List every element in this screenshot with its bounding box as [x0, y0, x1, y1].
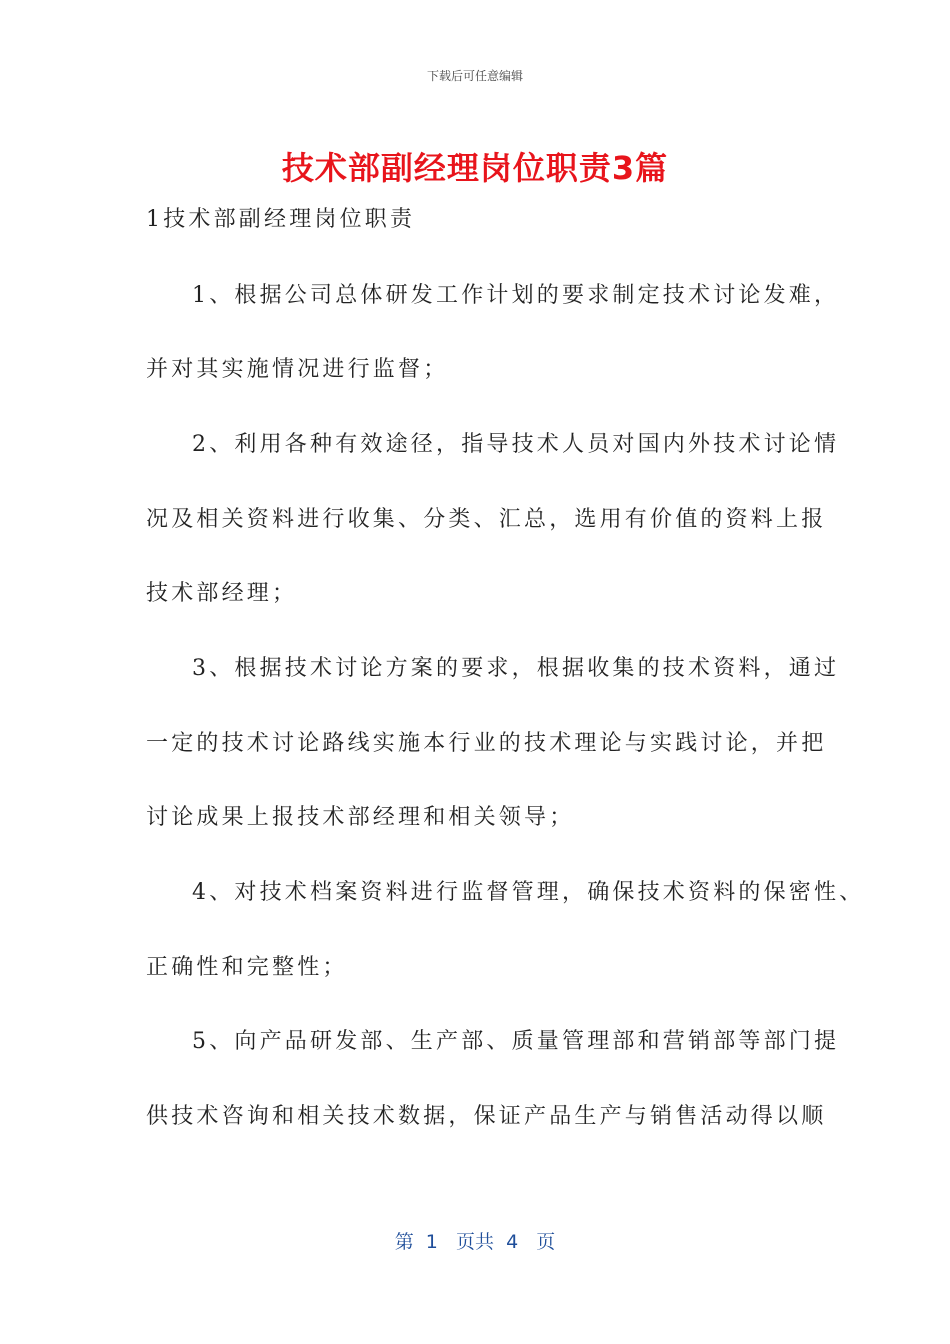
paragraph-line: 技术部经理；	[146, 581, 298, 606]
paragraph-line: 3、根据技术讨论方案的要求，根据收集的技术资料，通过	[192, 656, 840, 681]
paragraph-line: 正确性和完整性；	[146, 955, 348, 980]
paragraph-line: 况及相关资料进行收集、分类、汇总，选用有价值的资料上报	[146, 507, 827, 532]
paragraph-line: 5、向产品研发部、生产部、质量管理部和营销部等部门提	[192, 1029, 840, 1054]
paragraph-line: 供技术咨询和相关技术数据，保证产品生产与销售活动得以顺	[146, 1104, 827, 1129]
paragraph-line: 1、根据公司总体研发工作计划的要求制定技术讨论发难，	[192, 283, 840, 308]
paragraph-line: 讨论成果上报技术部经理和相关领导；	[146, 805, 575, 830]
paragraph-line: 2、利用各种有效途径，指导技术人员对国内外技术讨论情	[192, 432, 840, 457]
page-number-footer: 第 1 页共 4 页	[394, 1231, 556, 1253]
section-heading: 1技术部副经理岗位职责	[146, 207, 416, 232]
paragraph-line: 并对其实施情况进行监督；	[146, 357, 449, 382]
page-header-note: 下载后可任意编辑	[426, 69, 523, 83]
paragraph-line: 4、对技术档案资料进行监督管理，确保技术资料的保密性、	[192, 880, 865, 905]
paragraph-line: 一定的技术讨论路线实施本行业的技术理论与实践讨论，并把	[146, 731, 827, 756]
document-title: 技术部副经理岗位职责3篇	[281, 149, 669, 187]
